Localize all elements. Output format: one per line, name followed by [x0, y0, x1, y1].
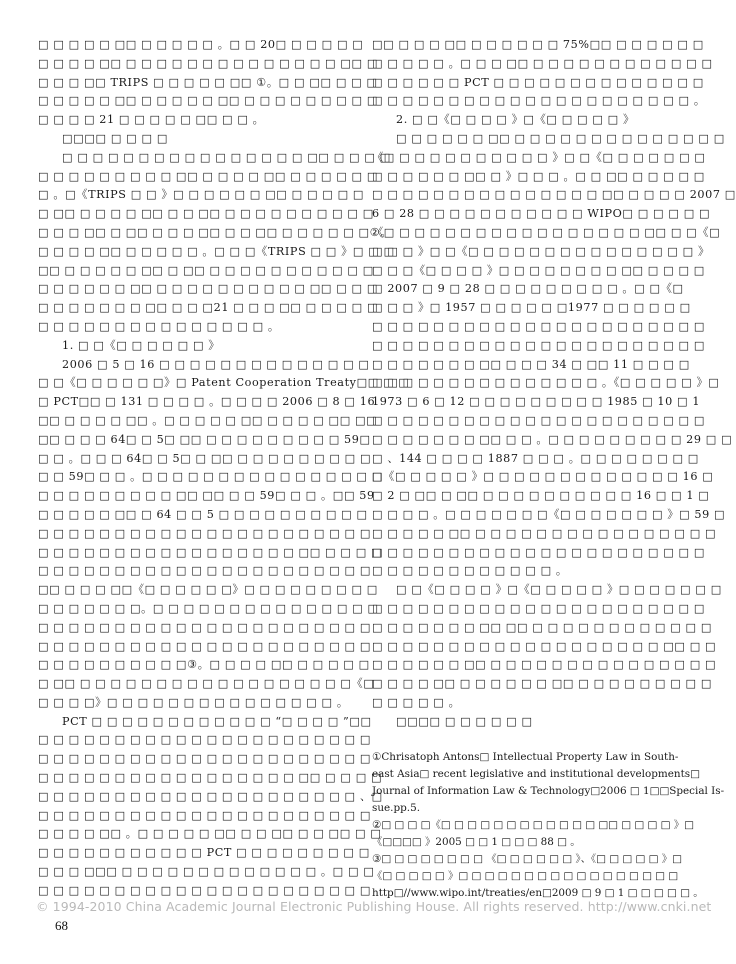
text-line: □ □ □ 》□ 1957 □ □ □ □ □ □1977 □ □ □ □ □ □ [372, 301, 691, 315]
text-line: 《□ □ □ □ □ □ □ □ □ □ □ 》□ □《□ □ □ □ □ □ □ [372, 150, 706, 164]
footnote-gap [372, 731, 682, 749]
text-line: PCT □ □ □ □ □ □ □ □ □ □ □ □ “□ □ □ □ ”□□ [62, 714, 372, 728]
text-line: □ □ □ □ □ □□ □ 64 □ □ 5 □ □ □ □ □ □ □ □ □ □ [38, 507, 368, 521]
text-line: □ □ □ □ □ □ □ □ □ □ □ □ □ □ □ 。 [38, 319, 280, 333]
text-line: 6 □ 28 □ □ □ □ □ □ □ □ □ □ □ WIPO□ □ □ □ □ □ [372, 207, 711, 221]
text-line: □ □ □《□ □ □ □ 》□ □ □ □ □ □ □ □ □□ □ □ □ □ [372, 263, 705, 277]
text-line: □ □ □ □ □ □ □ □ □ □□ □ □ □ □ □□ □ □ □ □ □ □ [38, 169, 379, 183]
text-line: □ □ □ □ □ □ □ □ □ □ □ □ □ □ □ □ □ □ □ □ □ 、□ [38, 789, 383, 803]
text-line: □ □ □ □ □ 。 [372, 695, 461, 709]
text-line: □ □ □ □ □□ □ □ □ □ □ □ □□ □ □ □ □ □ □ □ □ □ [372, 677, 713, 691]
text-line: □ □ □ □ □ □ □ □ □ □ □ □ □ □ □ □ □ □ □ □ □ □ [372, 319, 706, 333]
text-line: □ □ □ □ □ □ □□ □ □ □ □ □ □ □ □ □ □ □□ □ □ □ [38, 282, 379, 296]
text-line: □□ □ □ □ □ □ □□ □ □□ □ □ □ □ □ □ □ □ □ □ □ [38, 263, 374, 277]
text-line: □ □ □ □ □ □□ □ □ □ □ □ □□ □ □ □ □ □ □ □ □ □ [38, 94, 379, 108]
text-line: □ □ □ □ □ □ □ □ □ □ □ □ □ □ □ □ □ □□ □ □ □ □ [38, 771, 383, 785]
text-line: □ □ □ □ □ □ □ □□ □□ □ □ □ □ □ □ □ □ □ □ □ □ [372, 620, 713, 634]
text-line: □ □□ □ □ □ □ □ □ □ □ □ □ □ □ □ □ □ □ □ □《□ [38, 677, 375, 691]
text-line: □ □ □ □ □ □ □ □□ □ □ 。□ □ □ □ □ □ □ □ □ 29 □ □ [372, 432, 733, 446]
text-line: □ □ □ □ □ □ □ □ □ □ □ □ □ □ □ □ □ □ □ □ □ □ [372, 545, 706, 559]
text-line: □ □ □ □ □ □ □。□ □ □ □ □ □ □ □ □ □ □ □ □ □ □ [38, 601, 379, 615]
text-line: □ □ □ □ □ □ □ □ □ □③。□ □ □ □ □□ □ □ □ □ □ [38, 658, 370, 672]
text-line: □ PCT□□ □ 131 □ □ □ □ 。□ □ □ □ 2006 □ 8 □ 16 [38, 395, 376, 409]
text-line: □ □ □ □□ □ □□ □ □ □ □□ □ □ □□ □ □ □ □ □ □②。 [38, 225, 393, 239]
text-line: □ □ □ □□ TRIPS □ □ □ □ □ □□ ①。□ □ □□ □ □ □ [38, 75, 378, 89]
text-line: □ □ □ □ □ 。□ □ □ □□ □ □ □ □ □ □ □ □ □ □ □ □ [372, 56, 713, 70]
text-line: □ □ □ □ 。□ □ □ □ □ □ □《□ □ □ □ □ □ □ 》□ 59 □ [372, 507, 726, 521]
text-line: □ □ □ □ □ □ □□ □ 》□ □ □ 。□ □ □□ □ □ □ □ □ [372, 169, 705, 183]
text-line: □ □ □ □ □ □ □ □ □ □ □ □ □ □ □ □ □ □ □ □ □ □ [38, 808, 372, 822]
text-line: □ □ □ □ □ □ □ □ □ □ □ □ 。 [372, 564, 568, 578]
text-line: □□ □ □ □ 64□ □ 5□ □□ □ □ □ □ □ □ □ □ □ 59□ [38, 432, 371, 446]
text-line: □ □ □ □ □ □ □ □ □ □ □ □ □ □ □ □ □ □ □ □ □ □ [38, 620, 372, 634]
text-line: □ □ □ □ 21 □ □ □ □ □ □□ □ □ 。 [38, 113, 265, 127]
text-line: □ □ □ □ □ □ □ □ □ □ □ □ □ □ □ □ □ □ □ □ □ □ [38, 752, 372, 766]
text-line: □ □ □ □ □ □ □ □ □ □ □ □ □ □ □ □ □ □ □ □ □ □ [38, 526, 372, 540]
footnote-line: 《□□□□ 》2005 □ □ 1 □ □ □ 88 □ 。 [372, 836, 581, 849]
text-line: □ □ □ □ □ □ □ □ □ □ □ □ □ □ □ □ □ □ □ □ □ 。 [372, 94, 706, 108]
footnotes [372, 749, 725, 902]
text-line: 2. □ □《□ □ □ □ 》□《□ □ □ □ □ 》 [396, 113, 635, 127]
text-line: □ □ □ □ □ □□ □ □ □ □ □ □ □ □ □ □ □ □ □ □ □ □ [372, 526, 717, 540]
footnote-line: ③□ □ □ □ □ □ □ □ 《□ □ □ □ □ □ 》、《□ □ □ □ □ 》□ [372, 853, 682, 866]
footnote-line: ①Chrisatoph Antons□ Intellectual Property Law in South- [372, 751, 679, 764]
text-line: □《□ □ □ □ □ 》□ □ □ □ □ □ □ □ □ □ □ □ □ 16 □ [372, 470, 714, 484]
right-column-body [372, 36, 736, 731]
text-line: □ □ 59□ □ □ 。□ □ □ □ □ □ □ □ □ □ □ □ □ □ □ □ [38, 470, 383, 484]
text-line: □ □《□ □ □ □ □ □》□ Patent Cooperation Treaty□□ □ □ [38, 376, 410, 390]
text-line: □ □ □ □ □ □ □ □ □ □ □ □ □ □ □ □ □ □ □ □□ □ □ [372, 639, 717, 653]
text-line: □ □ □ □ □ □ □□ □ □ □ □ □ □ □ □ □ □ □ □ □ □ [396, 131, 725, 145]
text-line: □ □ □ □ □ □ □ □ □ □ □ □ □ □ □ □ □ □ □ □ □ □ [372, 413, 706, 427]
text-line: □ □ □ □ □□ □ □ □ □ □ 。□ □ □《TRIPS □ □ 》□ □ □ [38, 244, 395, 258]
text-line: □ □ □ □ □ □ □ □ □ □ □ □ □ □ □ □□ □ □ □ □ 2007 □ [372, 188, 736, 202]
text-line: □ □ □ □ □ □□ □ □ □ □ □ 。□ □ 20□ □ □ □ □ □ [38, 38, 364, 51]
text-line: □ □ □ □ □ □ □ □ □ □ □ PCT □ □ □ □ □ □ □ □ □ [38, 846, 370, 860]
text-line: □ □ □ □ □ □ PCT □ □ □ □ □ □ □ □ □ □ □ □ □ □ [372, 75, 704, 89]
text-line: □ □ □ □ □ □ □ □ □ □ □ □ □ □ □ □ □ □ □ □ □ □ [38, 564, 372, 578]
text-line: □□ □ □ □ □ □□ 。□ □ □ □ □ □□ □ □ □ □ □□ □□ [38, 413, 378, 427]
footnote-line: 《□ □ □ □ □ 》□ □ □ □ □ □ □ □ □ □ □ □ □ □ □ □ □ [372, 870, 679, 883]
footnote-line: http□//www.wipo.int/treaties/en□2009 □ 9 □ 1 □ □ □ □ □ 。 [372, 887, 704, 900]
text-line: □ □ 。□ □ □ 64□ □ 5□ □ □□ □ □ □ □ □ □ □ □ □ [38, 451, 372, 465]
right-column [372, 36, 736, 902]
text-line: □ 、144 □ □ □ □ 1887 □ □ □ 。□ □ □ □ □ □ □ □ [372, 451, 699, 465]
footnote-line: sue.pp.5. [372, 802, 420, 815]
text-line: 1. □ □《□ □ □ □ □ □ 》 [62, 338, 221, 352]
text-line: □ □ □ □ □ □ □ □□ □ □ □21 □ □ □ □□ □ □ □ □ □ [38, 301, 379, 315]
copyright-line: © 1994-2010 China Academic Journal Electronic Publishing House. All rights reserved. http://www.cnki.net [36, 899, 712, 914]
text-line: □ □ □ □ □□ □ □ □ □ □ □ □ □ □ □ □ □ □ □ □□ □ [38, 56, 379, 70]
footnote-line: Journal of Information Law & Technology□2006 □ 1□□Special Is- [372, 785, 725, 798]
text-line: □ □□ □ □ □ □ □□ □ □ □□ □ □ □ □ □ □ □ □ □ □ [38, 207, 374, 221]
text-line: □□ □ □ □ □□ □ □ □ □ □ □ 75%□□ □ □ □ □ □ □ [372, 38, 704, 51]
text-line: □ □ □ □ □ □ □ □ □ □ □ □ □ □ □ □ □ □ □ □ □ □ [38, 639, 372, 653]
text-line: □ □ □ □ □ □ □ □ □ □ □ □ □ □ □ 。《□ □ □ □ □ 》□ [372, 376, 720, 390]
text-line: □ □ □ □ □ □ □ □□ □ □ □ 34 □ □□ 11 □ □ □ □ [372, 357, 690, 371]
text-line: □□ □ □ □ □□《□ □ □ □ □ □》□ □ □ □ □ □ □ □ □ [38, 583, 378, 597]
text-line: □ □ □ □ □ □ □ □ □ □ □ □ □ □ □ □ □ □ □ □ □ □ [372, 601, 706, 615]
text-line: □ 2 □ □□ □ □□ □ □ □ □ □ □ □ □ □ □ 16 □ □ 1 □ [372, 489, 710, 503]
text-line: □ □ □ □ □ □ □ □ □ □ □ □ □ □ □ □ □ □ □ □ □ □ [38, 733, 372, 747]
text-line: □ □ □ □》□ □ □ □ □ □ □ □ □ □ □ □ □ □ □ 。 [38, 695, 349, 709]
text-line: □ □ □ □ □ □ □ □ □ □ □ □ □ □ □ □ □ □ □ □ □ □ [38, 883, 372, 897]
text-line: □□□□ □ □ □ □ □ □ [396, 714, 533, 728]
text-line: □ □ □ □ □□ 。□ □ □ □ □ □□ □ □ □□ □ □ □□ □ □ [38, 827, 382, 841]
footnote-line: east Asia□ recent legislative and institutional developments□ [372, 768, 700, 781]
text-line: □ □ □ □□□ □ □ □ □ □ □ □ □ □ □ □ □ □ 。□ □ □ [38, 865, 375, 879]
text-line: □ □ □ □ □ □ □ □ □ □ □ □ □ □ □ □ □□ □ □ □ □ [62, 150, 391, 164]
text-line: □ □ □ 》□ □《□ □ □ □ □ □ □ □ □ □ □ □ □ □ □ 》 [372, 244, 710, 258]
text-line: □ □ □ □ □ □ □□ □ □ □ □ □ □ □ □ □ □ □ □ □ □ □ [372, 658, 717, 672]
text-line: □ 。□《TRIPS □ □ 》□ □ □ □ □ □ □□ □ □ □ □ □ [38, 188, 365, 202]
page-number: 68 [55, 918, 68, 933]
text-line: □ □ □ □ □ □ □ □ □ □□ □□ □ □ 59□ □ □ 。□□ 59 [38, 489, 375, 503]
text-line: □ □《□ □ □ □ 》□《□ □ □ □ □ 》□ □ □ □ □ □ □ [396, 583, 722, 597]
text-line: 1973 □ 6 □ 12 □ □ □ □ □ □ □ □ □ 1985 □ 10 □ 1 [372, 395, 701, 409]
text-line: 2006 □ 5 □ 16 □ □ □ □ □ □ □ □ □ □ □ □ □ □ [62, 357, 370, 371]
text-line: □ □ □ □ □ □ □ □ □ □ □ □ □ □ □ □ □ □□ □ □ □ □ [38, 545, 383, 559]
text-line: □ □ □ □ □ □ □ □ □ □ □ □ □ □ □ □ □ □ □ □ □ □ [372, 338, 706, 352]
text-line: □ 2007 □ 9 □ 28 □ □ □ □ □ □ □ □ □ 。□ □《□ [372, 282, 684, 296]
text-line: □□□□ □ □ □ □ [62, 131, 168, 145]
text-line: 《□ □ □ □ □ □ □ □ □ □ □ □ □ □ □ □ □ □□ □ □《□ [372, 225, 721, 239]
footnote-line: ②□ □ □ □《□ □ □ □ □ □ □ □ □ □ □ □ □□ □ □ □ □ 》□ [372, 819, 694, 832]
